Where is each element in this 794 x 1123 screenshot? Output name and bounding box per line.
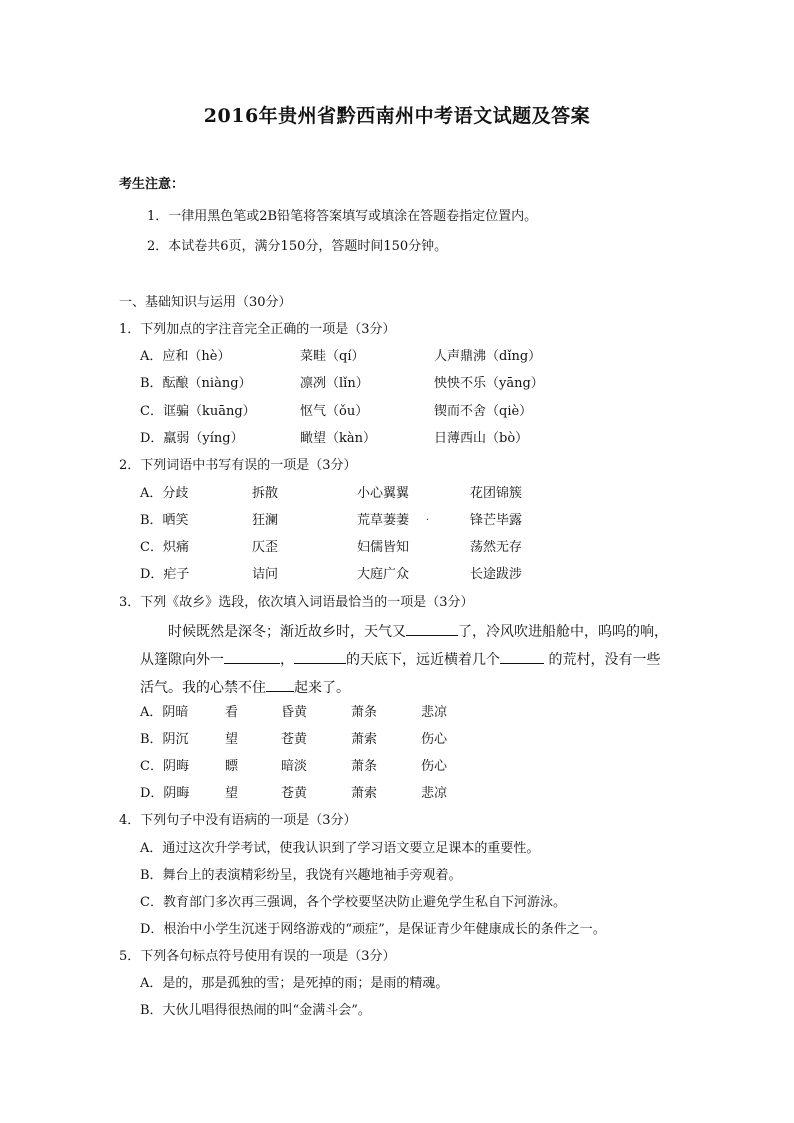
option-text: 诘问 (252, 567, 279, 582)
option-text: C．阴晦 (140, 759, 189, 774)
option-text: 萧条 (351, 759, 378, 774)
option-text: 悲凉 (421, 786, 448, 801)
option-text: 望 (225, 786, 239, 801)
option-text: 狂澜 (252, 513, 279, 528)
question-stem: 2．下列词语中书写有误的一项是（3分） (119, 458, 357, 473)
passage-line: 时候既然是深冬；渐近故乡时，天气又 了，冷风吹进船舱中，呜呜的响， (168, 624, 668, 640)
option-text: 日薄西山（bò） (434, 431, 529, 446)
option-text: 望 (225, 732, 239, 747)
option-text: C．炽痛 (140, 540, 189, 555)
option-text: 怏怏不乐（yāng） (434, 376, 544, 391)
option-text: 长途跋涉 (470, 567, 523, 582)
option-text: 看 (225, 705, 239, 720)
option-text: 妇儒皆知 (357, 540, 410, 555)
option-text: A．分歧 (140, 486, 189, 501)
option-text: B．酝酿（niàng） (140, 376, 252, 391)
option-text: 凛冽（lǐn） (300, 376, 369, 391)
option-text: 昏黄 (281, 705, 308, 720)
option-text: 拆散 (252, 486, 279, 501)
option-text: A．阴暗 (140, 705, 189, 720)
option-text: 萧条 (351, 705, 378, 720)
question-stem: 1．下列加点的字注音完全正确的一项是（3分） (119, 322, 396, 337)
option-text: 花团锦簇 (470, 486, 523, 501)
option-text: 锲而不舍（qiè） (434, 404, 533, 419)
question-stem: 3．下列《故乡》选段，依次填入词语最恰当的一项是（3分） (119, 595, 474, 610)
option-text: 瞰望（kàn） (300, 431, 377, 446)
notice-item: 1．一律用黑色笔或2B铅笔将答案填写或填涂在答题卷指定位置内。 (147, 209, 538, 224)
option-text: 暗淡 (281, 759, 308, 774)
option-text: D．疟子 (140, 567, 190, 582)
option-text: 小心翼翼 (357, 486, 410, 501)
passage-line: 从篷隙向外一 ， 的天底下，远近横着几个 的荒村，没有一些 (140, 652, 661, 668)
option-text: 菜畦（qí） (300, 349, 365, 364)
option-text: D．根治中小学生沉迷于网络游戏的“顽症”，是保证青少年健康成长的条件之一。 (140, 922, 606, 937)
option-text: C．教育部门多次再三强调，各个学校要坚决防止避免学生私自下河游泳。 (140, 895, 566, 910)
section-heading: 一、基础知识与运用（30分） (119, 295, 292, 310)
option-text: 苍黄 (281, 732, 308, 747)
option-text: 怄气（ǒu） (300, 404, 369, 419)
option-text: 锋芒毕露 (470, 513, 523, 528)
option-text: A．通过这次升学考试，使我认识到了学习语文要立足课本的重要性。 (140, 841, 540, 856)
option-text: A．是的，那是孤独的雪；是死掉的雨；是雨的精魂。 (140, 976, 449, 991)
option-text: D．羸弱（yíng） (140, 431, 244, 446)
option-text: 荒草萋萋 (357, 513, 410, 528)
notice-heading: 考生注意： (119, 177, 185, 192)
option-text: B．阴沉 (140, 732, 189, 747)
option-text: 仄歪 (252, 540, 279, 555)
option-text: 萧索 (351, 732, 378, 747)
option-text: 伤心 (421, 732, 448, 747)
page-title: 2016年贵州省黔西南州中考语文试题及答案 (203, 105, 591, 127)
notice-item: 2．本试卷共6页，满分150分，答题时间150分钟。 (147, 239, 448, 254)
passage-line: 活气。我的心禁不住 起来了。 (140, 680, 350, 696)
option-text: B．哂笑 (140, 513, 189, 528)
question-stem: 5．下列各句标点符号使用有误的一项是（3分） (119, 949, 396, 964)
option-text: A．应和（hè） (140, 349, 231, 364)
option-text: 悲凉 (421, 705, 448, 720)
option-text: 瞟 (225, 759, 239, 774)
option-text: D．阴晦 (140, 786, 190, 801)
option-text: 大庭广众 (357, 567, 410, 582)
option-text: 人声鼎沸（dǐng） (434, 349, 542, 364)
option-text: 苍黄 (281, 786, 308, 801)
option-text: 荡然无存 (470, 540, 523, 555)
option-text: B．大伙儿唱得很热闹的叫“金满斗会”。 (140, 1003, 371, 1018)
question-stem: 4．下列句子中没有语病的一项是（3分） (119, 813, 357, 828)
option-text: 伤心 (421, 759, 448, 774)
option-text: B．舞台上的表演精彩纷呈，我饶有兴趣地袖手旁观着。 (140, 868, 462, 883)
option-text: C．诓骗（kuāng） (140, 404, 256, 419)
stray-mark: . (426, 513, 429, 523)
option-text: 萧索 (351, 786, 378, 801)
